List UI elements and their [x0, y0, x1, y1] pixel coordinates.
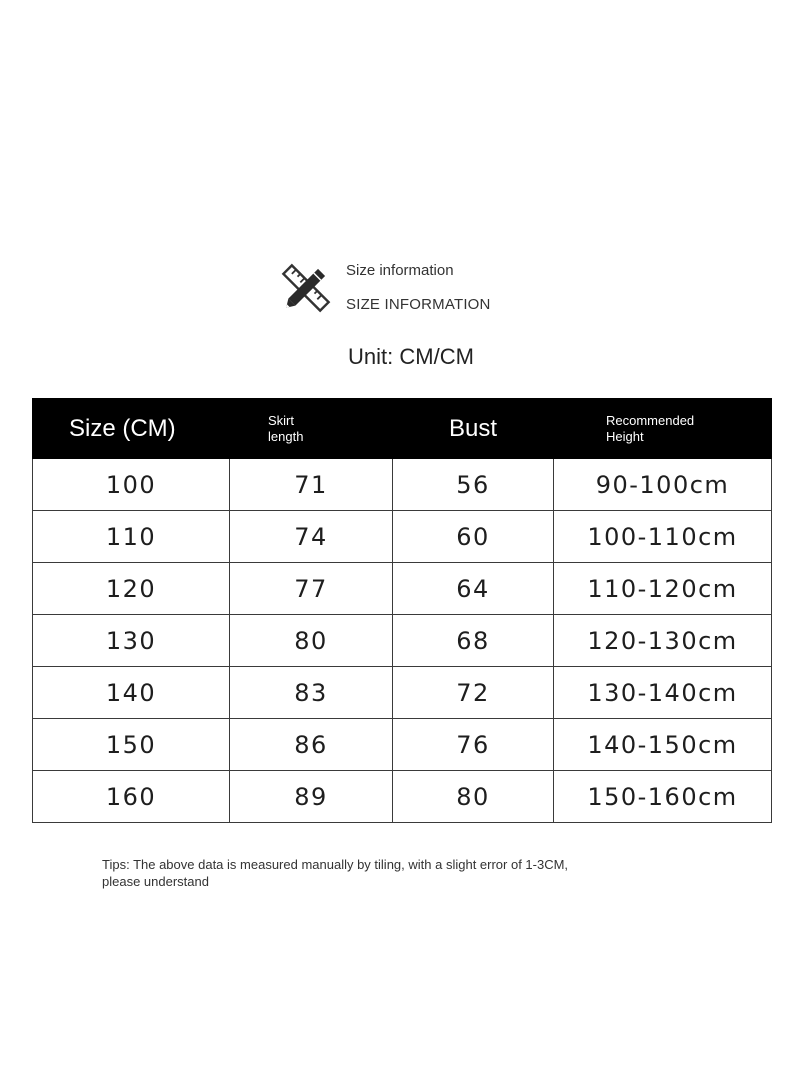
- cell-size: 140: [33, 667, 230, 719]
- cell-bust: 80: [393, 771, 554, 823]
- cell-size: 150: [33, 719, 230, 771]
- column-header-skirt-length: Skirt length: [230, 399, 393, 459]
- column-header-bust: Bust: [393, 399, 554, 459]
- column-header-size: Size (CM): [33, 399, 230, 459]
- cell-size: 120: [33, 563, 230, 615]
- cell-recommended-height: 100-110cm: [554, 511, 772, 563]
- cell-size: 160: [33, 771, 230, 823]
- header-title-caps: SIZE INFORMATION: [346, 296, 491, 313]
- cell-recommended-height: 150-160cm: [554, 771, 772, 823]
- unit-line: [0, 344, 800, 370]
- cell-recommended-height: 110-120cm: [554, 563, 772, 615]
- cell-bust: 72: [393, 667, 554, 719]
- cell-skirt-length: 71: [230, 459, 393, 511]
- table-row: [33, 667, 772, 719]
- table-row: [33, 459, 772, 511]
- cell-recommended-height: 120-130cm: [554, 615, 772, 667]
- table-row: [33, 771, 772, 823]
- table-row: [33, 719, 772, 771]
- tips-line-1: Tips: The above data is measured manually by tiling, with a slight error of 1-3CM,: [102, 857, 569, 872]
- tips-line-2: please understand: [102, 874, 209, 889]
- unit-value: CM/CM: [399, 344, 474, 369]
- pencil-ruler-icon: [276, 258, 336, 318]
- cell-skirt-length: 86: [230, 719, 393, 771]
- cell-recommended-height: 140-150cm: [554, 719, 772, 771]
- table-row: [33, 563, 772, 615]
- cell-skirt-length: 83: [230, 667, 393, 719]
- cell-skirt-length: 89: [230, 771, 393, 823]
- table-row: [33, 615, 772, 667]
- cell-bust: 60: [393, 511, 554, 563]
- size-info-header: [276, 256, 516, 320]
- cell-bust: 76: [393, 719, 554, 771]
- cell-size: 130: [33, 615, 230, 667]
- tips-note: [102, 856, 722, 890]
- cell-skirt-length: 80: [230, 615, 393, 667]
- cell-size: 110: [33, 511, 230, 563]
- size-table: [32, 398, 772, 823]
- table-header-row: [33, 399, 772, 459]
- table-row: [33, 511, 772, 563]
- cell-recommended-height: 130-140cm: [554, 667, 772, 719]
- cell-skirt-length: 74: [230, 511, 393, 563]
- cell-bust: 68: [393, 615, 554, 667]
- cell-bust: 64: [393, 563, 554, 615]
- cell-size: 100: [33, 459, 230, 511]
- cell-recommended-height: 90-100cm: [554, 459, 772, 511]
- column-header-recommended-height: Recommended Height: [554, 399, 772, 459]
- cell-skirt-length: 77: [230, 563, 393, 615]
- header-title: Size information: [346, 262, 454, 279]
- unit-label: Unit:: [348, 344, 394, 369]
- cell-bust: 56: [393, 459, 554, 511]
